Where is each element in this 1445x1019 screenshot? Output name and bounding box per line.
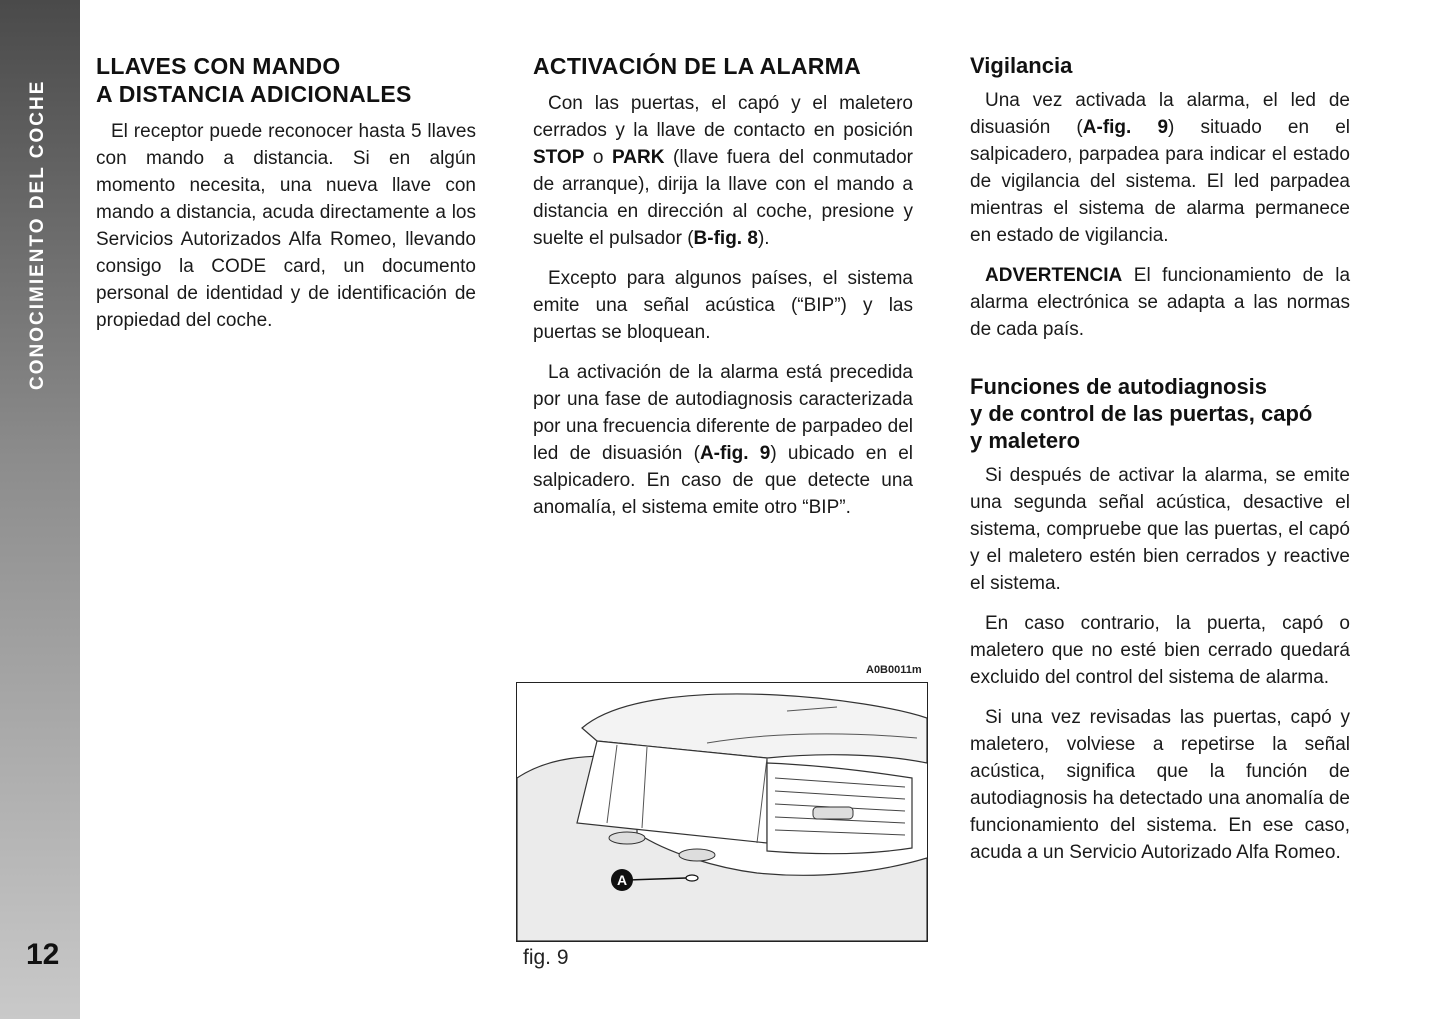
paragraph-vigilancia: Una vez activada la alarma, el led de disuasión (A-fig. 9) situado en el salpicadero, parpadea para indicar el estado de vigilancia del sistema. El led parpadea mientras el sistema de alarma permanece en estado de vigilancia. (970, 90, 1350, 246)
heading-llaves: LLAVES CON MANDO A DISTANCIA ADICIONALES (96, 53, 412, 107)
paragraph-activacion-1: Con las puertas, el capó y el maletero cerrados y la llave de contacto en posición STOP o PARK (llave fuera del conmutador de arranque), dirija la llave con el mando a distancia en dirección al coche, presione y suelte el pulsador (B-fig. 8). (533, 93, 913, 249)
switch-left (609, 832, 645, 844)
heading-vigilancia: Vigilancia (970, 53, 1073, 78)
paragraph-funciones-1: Si después de activar la alarma, se emite una segunda señal acústica, desactive el sistema, compruebe que las puertas, el capó y el maletero estén bien cerrados y reactive el sistema. (970, 465, 1350, 594)
dashboard-illustration (517, 683, 927, 941)
column-3 (970, 52, 1350, 879)
figure-dashboard (516, 682, 928, 942)
paragraph-activacion-3: La activación de la alarma está precedida por una fase de autodiagnosis caracterizada por una frecuencia diferente de parpadeo del led de disuasión (A-fig. 9) ubicado en el salpicadero. En caso de que detecte una anomalía, el sistema emite otro “BIP”. (533, 362, 913, 518)
paragraph-llaves: El receptor puede reconocer hasta 5 llaves con mando a distancia. Si en algún momento necesita, una nueva llave con mando a distancia, acuda directamente a los Servicios Autorizados Alfa Romeo, llevando consigo la CODE card, un documento personal de identidad y de identificación de propiedad del coche. (96, 121, 476, 331)
section-title: CONOCIMIENTO DEL COCHE (27, 79, 48, 390)
vent-knob (813, 807, 853, 819)
paragraph-funciones-2: En caso contrario, la puerta, capó o maletero que no esté bien cerrado quedará excluido del control del sistema de alarma. (970, 613, 1350, 688)
heading-funciones: Funciones de autodiagnosis y de control de las puertas, capó y maletero (970, 374, 1313, 453)
paragraph-funciones-3: Si una vez revisadas las puertas, capó y maletero, volviese a repetirse la señal acústica, significa que la función de autodiagnosis ha detectado una anomalía de funcionamiento del sistema. En ese caso, acuda a un Servicio Autorizado Alfa Romeo. (970, 707, 1350, 863)
heading-activacion: ACTIVACIÓN DE LA ALARMA (533, 53, 862, 79)
figure-caption: fig. 9 (523, 946, 569, 969)
paragraph-activacion-2: Excepto para algunos países, el sistema emite una señal acústica (“BIP”) y las puertas se bloquean. (533, 268, 913, 343)
figure-code: A0B0011m (866, 664, 922, 676)
led-indicator (686, 875, 698, 881)
column-2 (533, 52, 913, 534)
label-a: A (616, 872, 628, 888)
paragraph-advertencia: ADVERTENCIA El funcionamiento de la alarma electrónica se adapta a las normas de cada país. (970, 265, 1351, 340)
switch-right (679, 849, 715, 861)
page-number: 12 (26, 938, 60, 971)
side-band (0, 0, 80, 1019)
column-1 (96, 52, 476, 347)
